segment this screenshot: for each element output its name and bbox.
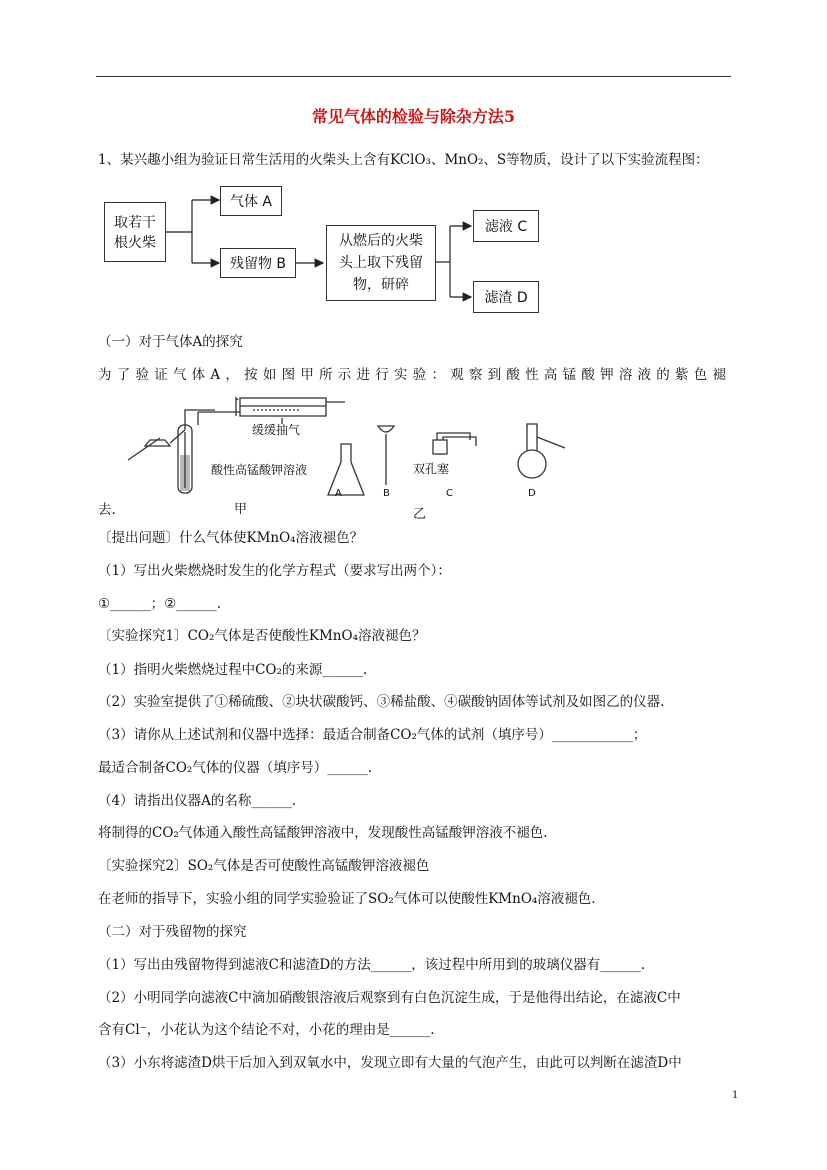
s2-item-3: （3）小东将滤渣D烘干后加入到双氧水中，发现立即有大量的气泡产生，由此可以判断在滤渣D中 [98,1055,682,1071]
item-1-blanks: ①______；②______. [98,596,221,612]
flow-start-box: 取若干根火柴 [104,202,166,262]
flow-process-box: 从燃后的火柴头上取下残留物，研碎 [326,225,436,301]
solution-label: 酸性高锰酸钾溶液 [211,463,308,477]
section-1-heading: （一）对于气体A的探究 [98,334,243,350]
figure-jia-label: 甲 [234,502,248,517]
page-number: 1 [732,1090,739,1101]
experiment-1: 〔实验探究1〕CO₂气体是否使酸性KMnO₄溶液褪色？ [98,628,426,644]
exp1-item-2: （2）实验室提供了①稀硫酸、②块状碳酸钙、③稀盐酸、④碳酸钠固体等试剂及如图乙的仪器. [98,694,665,710]
apparatus-label-d: D [528,488,536,499]
section-1-intro-end: 去. [98,502,116,518]
section-1-intro: 为了验证气体A，按如图甲所示进行实验：观察到酸性高锰酸钾溶液的紫色褪 [98,367,728,383]
flow-solid-box: 滤渣 D [473,281,539,313]
flow-gas-box: 气体 A [220,186,282,216]
experiment-2: 〔实验探究2〕SO₂气体是否可使酸性高锰酸钾溶液褪色 [98,858,430,874]
figure-yi-label: 乙 [413,507,427,522]
exp1-result: 将制得的CO₂气体通入酸性高锰酸钾溶液中，发现酸性高锰酸钾溶液不褪色. [98,825,548,841]
s2-item-1: （1）写出由残留物得到滤液C和滤渣D的方法______，该过程中所用到的玻璃仪器有______. [98,957,646,973]
item-1: （1）写出火柴燃烧时发生的化学方程式（要求写出两个）： [98,563,451,579]
exp1-item-3-cont: 最适合制备CO₂气体的仪器（填序号）______. [98,760,373,776]
flow-residue-box: 残留物 B [220,248,296,278]
apparatus-label-c: C [446,488,453,499]
pump-label: 缓缓抽气 [252,423,301,437]
apparatus-label-b: B [383,488,390,499]
s2-item-2-cont: 含有Cl⁻，小花认为这个结论不对，小花的理由是______. [98,1022,435,1038]
exp1-item-3: （3）请你从上述试剂和仪器中选择：最适合制备CO₂气体的试剂（填序号）____________； [98,727,647,743]
stopper-label: 双孔塞 [413,462,450,476]
page-title: 常见气体的检验与除杂方法5 [311,107,516,126]
flow-filtrate-box: 滤液 C [473,210,539,242]
apparatus-label-a: A [335,488,342,499]
exp1-item-1: （1）指明火柴燃烧过程中CO₂的来源______. [98,662,368,678]
section-2-heading: （二）对于残留物的探究 [98,924,247,940]
s2-item-2: （2）小明同学向滤液C中滴加硝酸银溶液后观察到有白色沉淀生成，于是他得出结论，在滤液C中 [98,990,681,1006]
exp1-item-4: （4）请指出仪器A的名称______. [98,793,297,809]
exp2-result: 在老师的指导下，实验小组的同学实验验证了SO₂气体可以使酸性KMnO₄溶液褪色. [98,891,596,907]
question-1: 1、某兴趣小组为验证日常生活用的火柴头上含有KClO₃、MnO₂、S等物质，设计了以下实验流程图： [98,152,709,168]
raise-question: 〔提出问题〕什么气体使KMnO₄溶液褪色？ [98,530,364,546]
